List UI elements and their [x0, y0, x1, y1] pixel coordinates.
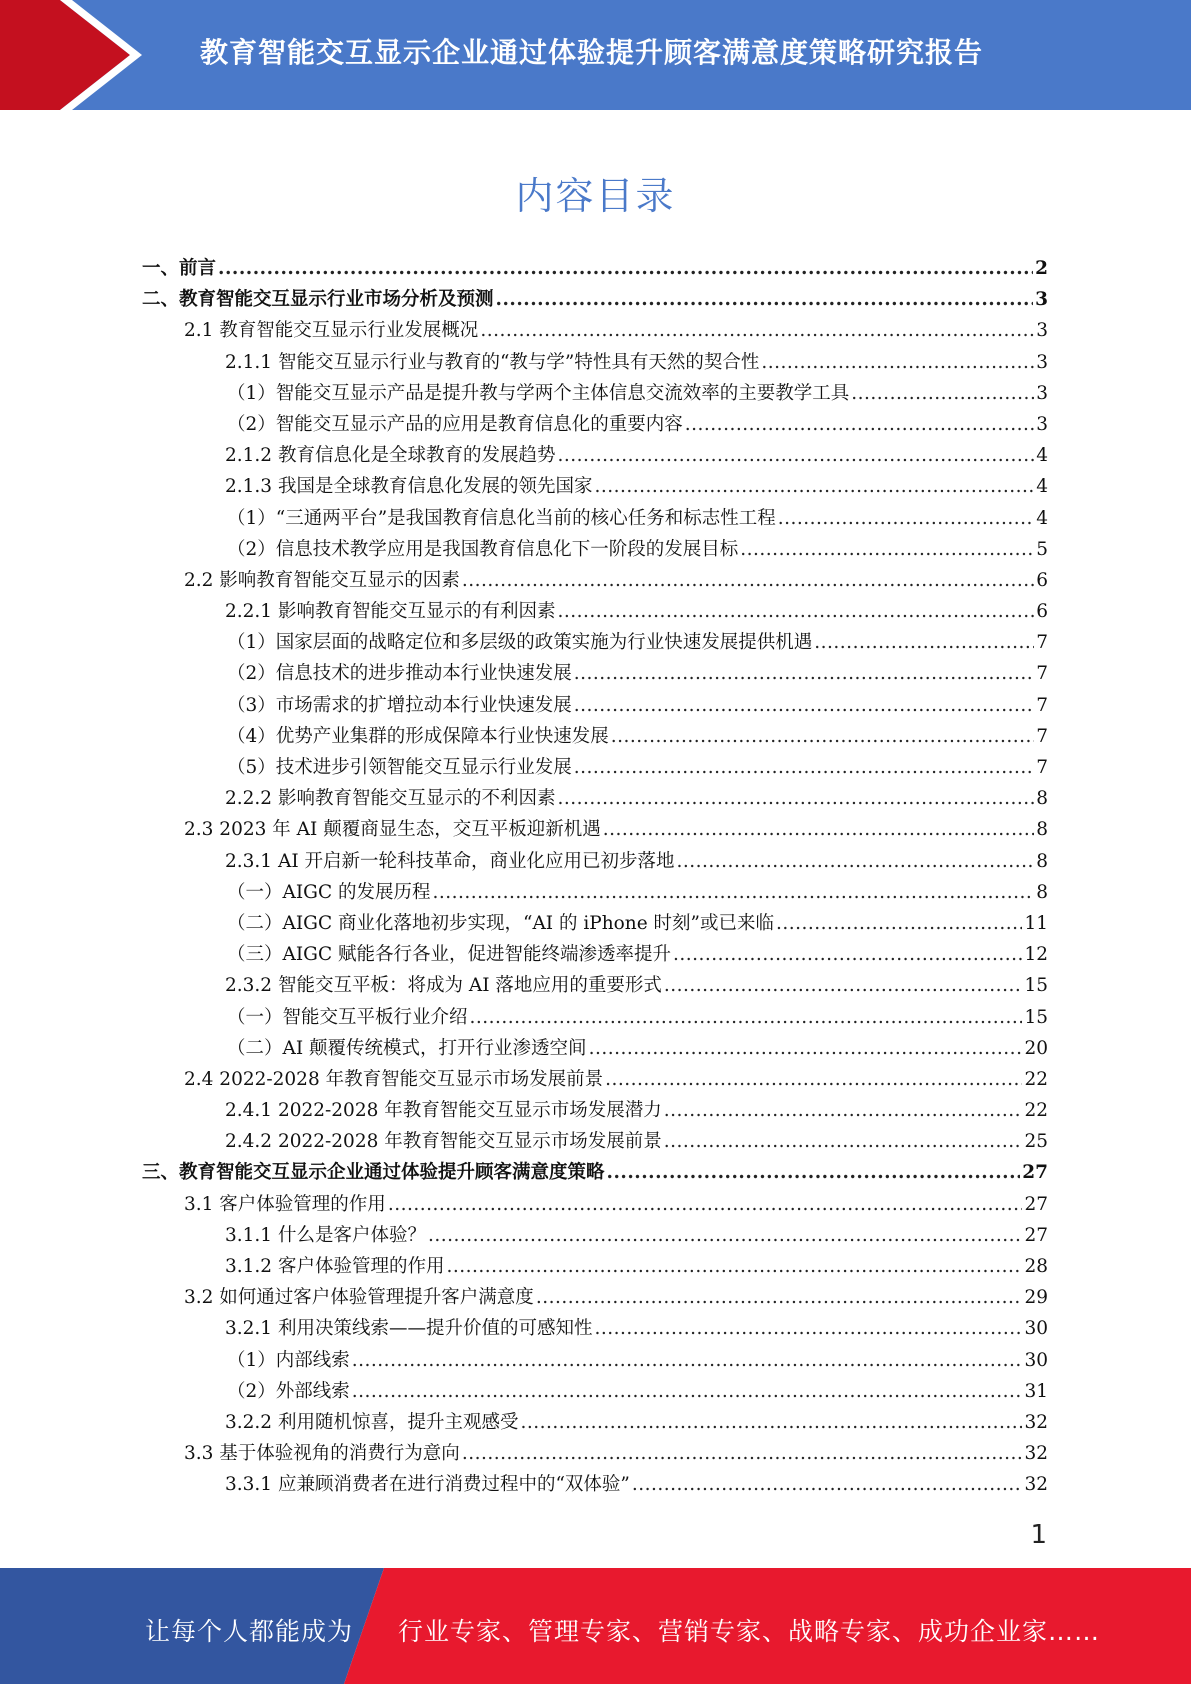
toc-entry-title: 一、前言: [142, 258, 217, 279]
toc-entry-title: 3.1.1 什么是客户体验？: [225, 1224, 426, 1246]
toc-entry[interactable]: [142, 722, 1048, 753]
toc-entry-page: 11: [1024, 912, 1048, 934]
toc-leader-dots: [594, 476, 1034, 497]
toc-entry-title: 二、教育智能交互显示行业市场分析及预测: [142, 289, 494, 311]
toc-entry[interactable]: [142, 1408, 1048, 1439]
toc-entry-page: 15: [1024, 1006, 1048, 1028]
toc-entry[interactable]: [142, 1346, 1048, 1377]
toc-entry[interactable]: [142, 472, 1048, 503]
toc-leader-dots: [814, 632, 1034, 653]
toc-entry-title: （4）优势产业集群的形成保障本行业快速发展: [227, 725, 609, 747]
toc-entry-title: 2.3.1 AI 开启新一轮科技革命，商业化应用已初步落地: [225, 850, 675, 872]
toc-entry-title: 2.3 2023 年 AI 颠覆商显生态，交互平板迎新机遇: [184, 819, 601, 841]
toc-entry-page: 5: [1036, 538, 1048, 560]
toc-entry-title: 3.2.1 利用决策线索——提升价值的可感知性: [225, 1318, 593, 1340]
toc-entry-title: 3.1 客户体验管理的作用: [184, 1193, 386, 1215]
toc-entry-title: （1）内部线索: [227, 1349, 350, 1371]
toc-entry-title: 2.2 影响教育智能交互显示的因素: [184, 569, 460, 591]
toc-leader-dots: [462, 1443, 1023, 1464]
toc-entry-page: 7: [1036, 725, 1048, 747]
toc-entry-title: （一）AIGC 的发展历程: [227, 881, 431, 903]
toc-entry[interactable]: [142, 659, 1048, 690]
header-banner: [0, 0, 1191, 110]
toc-entry[interactable]: [142, 628, 1048, 659]
toc-entry-title: 2.3.2 智能交互平板：将成为 AI 落地应用的重要形式: [225, 975, 662, 997]
toc-leader-dots: [605, 1069, 1022, 1090]
toc-leader-dots: [557, 788, 1034, 809]
toc-leader-dots: [607, 1162, 1021, 1183]
report-title: 教育智能交互显示企业通过体验提升顾客满意度策略研究报告: [200, 36, 984, 69]
toc-entry-title: 2.4 2022-2028 年教育智能交互显示市场发展前景: [184, 1068, 604, 1090]
toc-entry-title: （二）AIGC 商业化落地初步实现，“AI 的 iPhone 时刻”或已来临: [227, 912, 774, 934]
toc-leader-dots: [664, 1131, 1023, 1152]
toc-entry-page: 15: [1024, 975, 1048, 997]
toc-entry-title: 3.3 基于体验视角的消费行为意向: [184, 1443, 460, 1465]
toc-title: 内容目录: [515, 174, 676, 218]
toc-leader-dots: [536, 1287, 1023, 1308]
toc-leader-dots: [673, 944, 1022, 965]
toc-entry[interactable]: [142, 254, 1048, 285]
footer-banner: [0, 1568, 1191, 1684]
toc-entry-page: 27: [1022, 1162, 1048, 1184]
toc-entry-title: （1）国家层面的战略定位和多层级的政策实施为行业快速发展提供机遇: [227, 632, 813, 654]
toc-leader-dots: [677, 851, 1035, 872]
toc-leader-dots: [520, 1412, 1022, 1433]
toc-leader-dots: [589, 1038, 1023, 1059]
toc-entry[interactable]: [142, 566, 1048, 597]
toc-entry[interactable]: [142, 1190, 1048, 1221]
toc-entry[interactable]: [142, 1003, 1048, 1034]
toc-entry-page: 7: [1036, 632, 1048, 654]
toc-leader-dots: [428, 1225, 1022, 1246]
toc-entry-page: 12: [1024, 944, 1048, 966]
toc-entry[interactable]: [142, 1377, 1048, 1408]
toc-entry[interactable]: [142, 1252, 1048, 1283]
toc-leader-dots: [851, 383, 1034, 404]
toc-entry-page: 8: [1036, 881, 1048, 903]
footer-slogan-right: 行业专家、管理专家、营销专家、战略专家、成功企业家……: [398, 1617, 1101, 1646]
toc-entry[interactable]: [142, 1314, 1048, 1345]
toc-entry-page: 27: [1024, 1224, 1048, 1246]
header-arrow-decoration: [0, 0, 170, 110]
toc-entry[interactable]: [142, 878, 1048, 909]
toc-leader-dots: [480, 320, 1034, 341]
toc-leader-dots: [664, 975, 1023, 996]
toc-leader-dots: [761, 352, 1034, 373]
toc-entry-title: （1）智能交互显示产品是提升教与学两个主体信息交流效率的主要教学工具: [227, 382, 850, 404]
toc-entry-title: （3）市场需求的扩增拉动本行业快速发展: [227, 694, 572, 716]
toc-entry-page: 30: [1024, 1318, 1048, 1340]
toc-leader-dots: [218, 258, 1033, 279]
toc-entry-title: 2.1.2 教育信息化是全球教育的发展趋势: [225, 445, 556, 467]
toc-entry[interactable]: [142, 753, 1048, 784]
toc-entry-title: （一）智能交互平板行业介绍: [227, 1006, 468, 1028]
toc-entry-page: 28: [1024, 1256, 1048, 1277]
toc-entry-page: 6: [1036, 569, 1048, 591]
toc-leader-dots: [603, 819, 1035, 840]
toc-entry-page: 3: [1036, 382, 1048, 404]
toc-leader-dots: [462, 570, 1034, 591]
toc-entry[interactable]: [142, 410, 1048, 441]
toc-entry[interactable]: [142, 971, 1048, 1002]
toc-entry-page: 3: [1036, 351, 1048, 373]
toc-entry[interactable]: [142, 940, 1048, 971]
page-number: 1: [1030, 1520, 1047, 1550]
toc-entry-page: 32: [1024, 1411, 1048, 1433]
toc-leader-dots: [446, 1256, 1022, 1277]
table-of-contents: [142, 254, 1048, 1502]
toc-entry-page: 20: [1024, 1037, 1048, 1059]
toc-entry-page: 2: [1035, 258, 1048, 279]
toc-entry-page: 8: [1036, 850, 1048, 872]
toc-leader-dots: [574, 695, 1034, 716]
toc-leader-dots: [432, 882, 1034, 903]
toc-entry-page: 3: [1035, 289, 1048, 311]
toc-entry-title: 2.4.2 2022-2028 年教育智能交互显示市场发展前景: [225, 1131, 662, 1153]
toc-leader-dots: [352, 1381, 1023, 1402]
toc-entry-title: （2）信息技术教学应用是我国教育信息化下一阶段的发展目标: [227, 538, 739, 560]
toc-entry[interactable]: [142, 379, 1048, 410]
toc-entry-title: 2.4.1 2022-2028 年教育智能交互显示市场发展潜力: [225, 1100, 662, 1122]
toc-entry-page: 8: [1036, 788, 1048, 810]
toc-entry[interactable]: [142, 316, 1048, 347]
toc-entry[interactable]: [142, 847, 1048, 878]
toc-entry-title: （2）信息技术的进步推动本行业快速发展: [227, 663, 572, 685]
toc-entry[interactable]: [142, 504, 1048, 535]
toc-entry-page: 32: [1024, 1474, 1048, 1496]
toc-entry[interactable]: [142, 1283, 1048, 1314]
toc-leader-dots: [594, 1318, 1022, 1339]
toc-leader-dots: [574, 663, 1034, 684]
toc-entry[interactable]: [142, 441, 1048, 472]
toc-leader-dots: [574, 757, 1034, 778]
toc-entry-title: 3.1.2 客户体验管理的作用: [225, 1256, 445, 1277]
toc-entry-page: 4: [1036, 445, 1048, 467]
footer-slogan-left: 让每个人都能成为: [145, 1617, 354, 1646]
toc-entry-page: 4: [1036, 476, 1048, 498]
toc-leader-dots: [496, 289, 1034, 310]
toc-entry-page: 7: [1036, 694, 1048, 716]
toc-entry-title: 三、教育智能交互显示企业通过体验提升顾客满意度策略: [142, 1162, 605, 1184]
toc-entry-page: 22: [1024, 1100, 1048, 1122]
toc-entry-page: 27: [1024, 1193, 1048, 1215]
toc-entry[interactable]: [142, 1034, 1048, 1065]
toc-leader-dots: [557, 601, 1034, 622]
toc-entry-title: 2.1.3 我国是全球教育信息化发展的领先国家: [225, 476, 593, 498]
toc-entry[interactable]: [142, 535, 1048, 566]
toc-entry-page: 4: [1036, 507, 1048, 529]
toc-leader-dots: [664, 1100, 1023, 1121]
toc-entry-page: 30: [1024, 1349, 1048, 1371]
toc-entry[interactable]: [142, 1470, 1048, 1501]
toc-entry[interactable]: [142, 909, 1048, 940]
toc-entry[interactable]: [142, 348, 1048, 379]
toc-entry-page: 7: [1036, 757, 1048, 778]
toc-entry-title: （1）“三通两平台”是我国教育信息化当前的核心任务和标志性工程: [227, 507, 776, 529]
toc-entry[interactable]: [142, 1158, 1048, 1189]
toc-entry-page: 3: [1036, 413, 1048, 435]
toc-entry[interactable]: [142, 1221, 1048, 1252]
toc-entry-title: 2.2.2 影响教育智能交互显示的不利因素: [225, 788, 556, 810]
toc-leader-dots: [470, 1007, 1023, 1028]
toc-entry[interactable]: [142, 285, 1048, 316]
toc-entry-title: 2.1 教育智能交互显示行业发展概况: [184, 320, 479, 342]
toc-entry[interactable]: [142, 1065, 1048, 1096]
toc-entry-title: 3.2.2 利用随机惊喜，提升主观感受: [225, 1411, 519, 1433]
toc-leader-dots: [611, 726, 1034, 747]
toc-entry-title: （2）外部线索: [227, 1380, 350, 1402]
toc-entry-page: 6: [1036, 601, 1048, 623]
toc-entry-page: 22: [1024, 1068, 1048, 1090]
toc-entry-title: （2）智能交互显示产品的应用是教育信息化的重要内容: [227, 413, 683, 435]
toc-entry-page: 3: [1036, 320, 1048, 342]
toc-entry-title: （三）AIGC 赋能各行各业，促进智能终端渗透率提升: [227, 944, 671, 966]
toc-entry[interactable]: [142, 691, 1048, 722]
toc-entry-title: （二）AI 颠覆传统模式，打开行业渗透空间: [227, 1037, 587, 1059]
toc-leader-dots: [388, 1194, 1023, 1215]
toc-entry-page: 32: [1024, 1443, 1048, 1465]
toc-entry[interactable]: [142, 1127, 1048, 1158]
toc-leader-dots: [557, 445, 1034, 466]
toc-entry-page: 31: [1024, 1380, 1048, 1402]
toc-entry[interactable]: [142, 815, 1048, 846]
toc-entry-title: （5）技术进步引领智能交互显示行业发展: [227, 757, 572, 778]
toc-entry[interactable]: [142, 1439, 1048, 1470]
toc-leader-dots: [740, 539, 1034, 560]
toc-leader-dots: [778, 508, 1035, 529]
toc-leader-dots: [352, 1350, 1023, 1371]
toc-leader-dots: [776, 913, 1022, 934]
toc-entry-page: 29: [1024, 1287, 1048, 1309]
toc-entry-title: 2.2.1 影响教育智能交互显示的有利因素: [225, 601, 556, 623]
toc-entry-page: 8: [1036, 819, 1048, 841]
toc-entry-title: 2.1.1 智能交互显示行业与教育的“教与学”特性具有天然的契合性: [225, 351, 760, 373]
toc-entry-page: 25: [1024, 1131, 1048, 1153]
toc-entry[interactable]: [142, 597, 1048, 628]
toc-entry-title: 3.2 如何通过客户体验管理提升客户满意度: [184, 1287, 534, 1309]
toc-entry-title: 3.3.1 应兼顾消费者在进行消费过程中的“双体验”: [225, 1474, 630, 1496]
toc-entry[interactable]: [142, 1096, 1048, 1127]
toc-entry[interactable]: [142, 784, 1048, 815]
toc-leader-dots: [632, 1474, 1023, 1495]
toc-entry-page: 7: [1036, 663, 1048, 685]
toc-leader-dots: [685, 414, 1034, 435]
